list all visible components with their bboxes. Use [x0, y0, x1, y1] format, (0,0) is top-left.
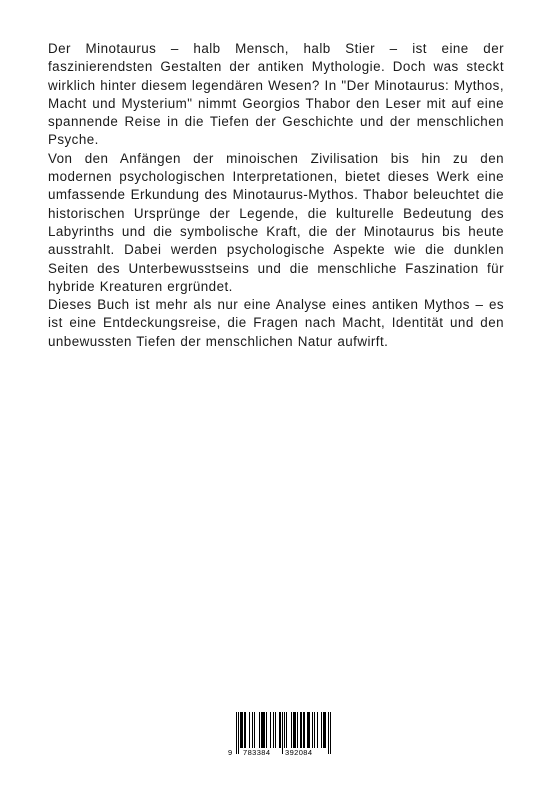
- barcode-bar: [293, 712, 294, 748]
- barcode-bar: [291, 712, 292, 748]
- barcode-right-digits: 392084: [285, 748, 313, 757]
- barcode-bar: [241, 712, 242, 748]
- barcode-bar: [261, 712, 262, 748]
- barcode-bar: [280, 712, 281, 748]
- barcode-bar: [240, 712, 241, 748]
- barcode-bar: [325, 712, 326, 748]
- barcode-bar: [245, 712, 246, 748]
- barcode-bar: [317, 712, 318, 748]
- barcode-bar: [252, 712, 253, 748]
- barcode-bar: [242, 712, 243, 748]
- isbn-barcode: [228, 712, 333, 758]
- barcode-bar: [249, 712, 250, 748]
- barcode-bar: [300, 712, 301, 748]
- barcode-bar: [312, 712, 313, 748]
- back-cover-blurb: [48, 40, 504, 351]
- barcode-bar: [308, 712, 309, 748]
- barcode-bar: [254, 712, 255, 748]
- barcode-bar: [279, 712, 280, 748]
- barcode-bar: [273, 712, 274, 748]
- barcode-bar: [270, 712, 271, 748]
- barcode-bar: [309, 712, 310, 748]
- barcode-digits: [228, 748, 333, 758]
- barcode-bar: [266, 712, 267, 748]
- barcode-bar: [303, 712, 304, 748]
- blurb-paragraph-3: Dieses Buch ist mehr als nur eine Analyse eines antiken Mythos – es ist eine Entdeckungsreise, die Fragen nach Macht, Identität und den unbewussten Tiefen der menschlichen Natur aufwirft.: [48, 297, 504, 349]
- barcode-bar: [259, 712, 260, 748]
- barcode-bar: [301, 712, 302, 748]
- barcode-bar: [264, 712, 265, 748]
- blurb-paragraph-1: Der Minotaurus – halb Mensch, halb Stier – ist eine der faszinierendsten Gestalten der antiken Mythologie. Doch was steckt wirklich hinter diesem legendären Wesen? In "Der Minotaurus: Mythos, Macht und Mysterium" nimmt Georgios Thabor den Leser mit auf eine spannende Reise in die Tiefen der Geschichte und der menschlichen Psyche.: [48, 41, 504, 148]
- barcode-left-digits: 783384: [243, 748, 271, 757]
- barcode-bar: [321, 712, 322, 748]
- barcode-bar: [307, 712, 308, 748]
- barcode-bar: [262, 712, 263, 748]
- barcode-bar: [294, 712, 295, 748]
- barcode-bar: [304, 712, 305, 748]
- barcode-bar: [275, 712, 276, 748]
- barcode-bar: [324, 712, 325, 748]
- barcode-bar: [323, 712, 324, 748]
- barcode-bar: [244, 712, 245, 748]
- barcode-bar: [314, 712, 315, 748]
- barcode-bar: [263, 712, 264, 748]
- barcode-first-digit: 9: [228, 748, 233, 757]
- barcode-bar: [286, 712, 287, 748]
- blurb-paragraph-2: Von den Anfängen der minoischen Zivilisation bis hin zu den modernen psychologischen Interpretationen, bietet dieses Werk eine umfassende Erkundung des Minotaurus-Mythos. Thabor beleuchtet die historischen Ursprünge der Legende, die kulturelle Bedeutung des Labyrinths und die symbolische Kraft, die der Minotaurus bis heute ausstrahlt. Dabei werden psychologische Aspekte wie die dunklen Seiten des Unterbewusstseins und die menschliche Faszination für hybride Kreaturen ergründet.: [48, 150, 504, 294]
- barcode-bar: [297, 712, 298, 748]
- barcode-bar: [295, 712, 296, 748]
